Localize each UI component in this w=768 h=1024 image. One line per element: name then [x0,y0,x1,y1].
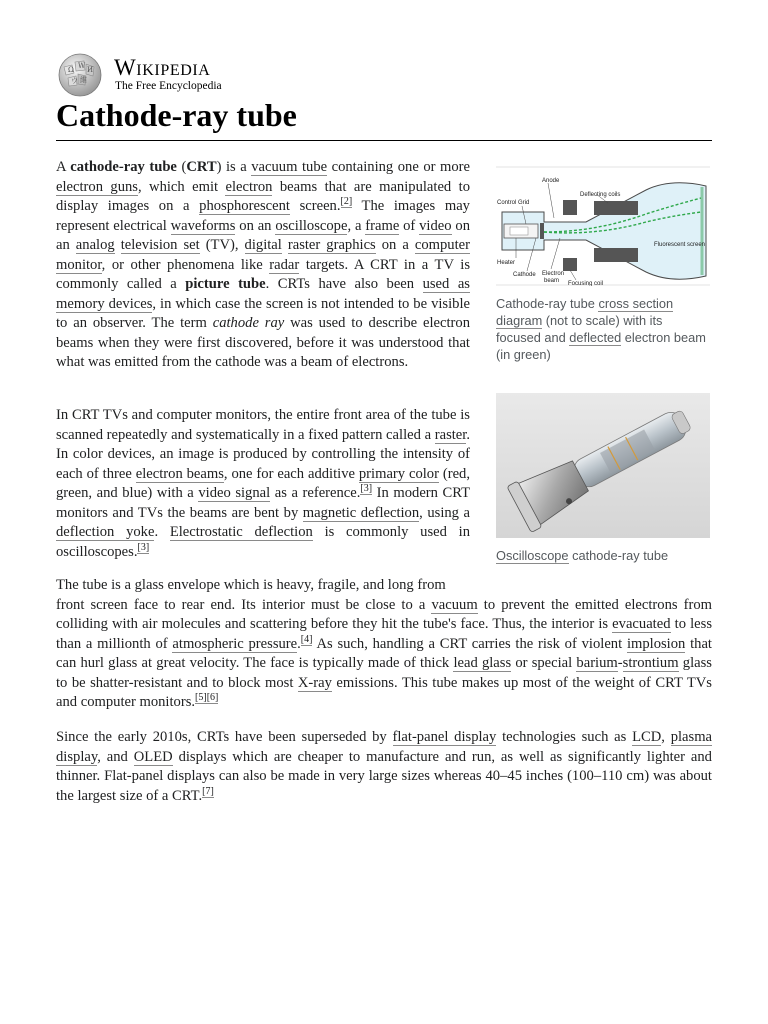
paragraph-glass-envelope: The tube is a glass envelope which is heavy, fragile, and long from front screen face to rear end. Its interior must be close to a vacuum to prevent the emitted electrons from colliding with air molecules and scattering before they hit the tube's face. Thus, the interior is evacuated to less than a millionth of atmospheric pressure.[4] As such, handling a CRT carries the risk of violent implosion that can hurl glass at great velocity. The face is typically made of thick lead glass or special barium-strontium glass to be shatter-resistant and to block most X-ray emissions. This tube makes up most of the weight of CRT TVs and computer monitors.[5][6] [56,577,713,710]
link-analog[interactable]: analog [75,237,115,253]
paragraph-intro: A cathode-ray tube (CRT) is a vacuum tube containing one or more electron guns, which emit electron beams that are manipulated to display images on a phosphorescent screen.[2] The images may represent electrical waveforms on an oscilloscope, a frame of video on an analog television set (TV), digital raster graphics on a computer monitor, or other phenomena like radar targets. A CRT in a TV is commonly called a picture tube. CRTs have also been used as memory devices, in which case the screen is not intended to be visible to an observer. The term cathode ray was used to describe electron beams when they were first discovered, before it was understood that what was emitted from the cathode was a beam of electrons. [56,159,471,370]
link-vacuum[interactable]: vacuum [431,596,478,613]
svg-text:Ω: Ω [68,66,74,74]
link-lead-glass[interactable]: lead glass [453,655,512,671]
diagram-label-cathode: Cathode [513,272,536,278]
citation-3[interactable]: [3] [137,541,150,553]
svg-text:И: И [87,66,94,74]
link-flat-panel-display[interactable]: flat-panel display [392,729,497,745]
diagram-label-beam: beam [544,278,560,284]
link-x-ray[interactable]: X-ray [297,674,332,691]
link-magnetic-deflection[interactable]: magnetic deflection [302,504,420,521]
figure-caption: Oscilloscope cathode-ray tube [496,548,669,563]
svg-text:ウ: ウ [71,77,78,85]
link-electron-guns[interactable]: electron guns [56,178,138,195]
diagram-label-control-grid: Control Grid [497,200,530,206]
citation-5[interactable]: [5] [195,692,207,704]
link-waveforms[interactable]: waveforms [170,217,236,234]
wikipedia-wordmark: Wikipedia [114,55,211,80]
figure-oscilloscope-tube [496,393,710,564]
link-frame[interactable]: frame [365,217,400,234]
citation-3[interactable]: [3] [360,483,373,495]
svg-text:維: 維 [80,76,87,84]
wikipedia-globe-icon [56,53,104,97]
link-radar[interactable]: radar [269,256,300,273]
link-evacuated[interactable]: evacuated [612,616,671,632]
link-oled[interactable]: OLED [133,748,173,765]
link-electron[interactable]: electron [225,178,273,195]
link-plasma-display[interactable]: plasma display [56,729,713,765]
link-video-signal[interactable]: video signal [198,485,271,501]
link-electrostatic-deflection[interactable]: Electrostatic deflection [169,524,313,540]
link-computer-monitor[interactable]: computer monitor [56,237,470,273]
link-electron-beams[interactable]: electron beams [135,465,224,482]
link-digital[interactable]: digital [244,237,282,253]
link-primary-color[interactable]: primary color [358,465,439,482]
link-video[interactable]: video [419,217,452,234]
diagram-label-heater: Heater [497,260,516,266]
link-raster-graphics[interactable]: raster graphics [287,237,376,253]
link-strontium[interactable]: strontium [622,655,679,671]
diagram-label-focusing-coil: Focusing coil [568,281,604,286]
link-used-as-memory-devices[interactable]: used as memory devices [56,276,470,312]
link-vacuum-tube[interactable]: vacuum tube [251,159,328,175]
link-oscilloscope[interactable]: oscilloscope [275,217,348,234]
link-raster[interactable]: raster [434,426,467,443]
citation-7[interactable]: [7] [202,785,214,797]
crt-cross-section-diagram[interactable] [496,166,710,286]
svg-text:W: W [78,62,86,70]
diagram-label-fluorescent-screen: Fluorescent screen [654,242,706,248]
page-title: Cathode-ray tube [56,94,712,141]
citation-2[interactable]: [2] [340,196,353,208]
paragraph-superseded: Since the early 2010s, CRTs have been superseded by flat-panel display technologies such as LCD, plasma display, and OLED displays which are cheaper to manufacture and run, as well as significantly lighter and thinner. Flat-panel displays can also be made in very large sizes whereas 40–45 inches (100–110 cm) was about the largest size of a CRT.[7] [56,729,713,804]
wikipedia-logo[interactable] [56,53,296,97]
link-cross-section-diagram[interactable]: cross section diagram [496,296,674,328]
link-phosphorescent[interactable]: phosphorescent [199,198,290,214]
diagram-label-electron: Electron [542,271,565,277]
link-deflected[interactable]: deflected [569,330,622,345]
figure-caption: Cathode-ray tube cross section diagram (not to scale) with its focused and deflected electron beam (in green) [496,296,706,362]
oscilloscope-tube-photo[interactable] [496,393,710,538]
link-deflection-yoke[interactable]: deflection yoke [56,524,155,540]
wikipedia-tagline: The Free Encyclopedia [115,80,222,92]
link-implosion[interactable]: implosion [626,635,686,652]
link-barium[interactable]: barium [576,655,618,671]
link-oscilloscope[interactable]: Oscilloscope [496,548,569,563]
diagram-label-deflecting-coils: Deflecting coils [580,192,621,198]
figure-crt-diagram [496,166,710,363]
link-lcd[interactable]: LCD [632,729,662,745]
link-television-set[interactable]: television set [120,237,200,253]
citation-6[interactable]: [6] [206,692,219,704]
link-atmospheric-pressure[interactable]: atmospheric pressure [172,635,298,652]
citation-4[interactable]: [4] [300,633,313,645]
paragraph-scanning: In CRT TVs and computer monitors, the entire front area of the tube is scanned repeatedly and systematically in a fixed pattern called a raster. In color devices, an image is produced by controlling the intensity of each of three electron beams, one for each additive primary color (red, green, and blue) with a video signal as a reference.[3] In modern CRT monitors and TVs the beams are bent by magnetic deflection, using a deflection yoke. Electrostatic deflection is commonly used in oscilloscopes.[3] [56,407,471,560]
diagram-label-anode: Anode [542,178,560,184]
